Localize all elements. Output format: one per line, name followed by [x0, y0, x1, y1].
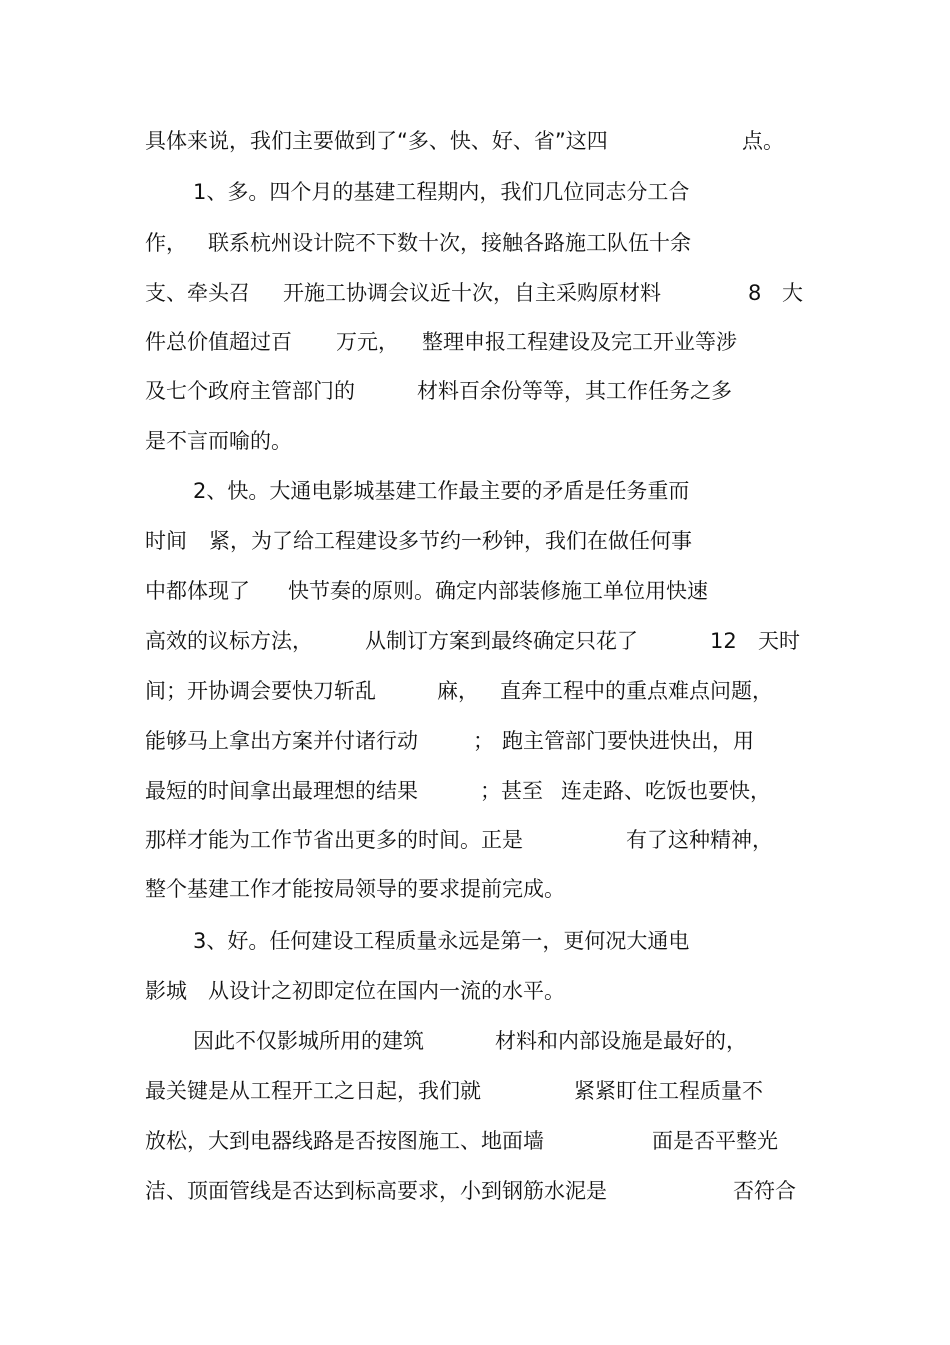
- text-line: [0, 872, 565, 906]
- text-segment: 件总价值超过百: [145, 330, 292, 354]
- text-segment: 那样才能为工作节省出更多的时间。正是: [145, 828, 523, 852]
- text-segment: 最短的时间拿出最理想的结果: [145, 779, 418, 803]
- text-segment: 点。: [742, 129, 784, 153]
- text-line: [0, 524, 692, 558]
- text-segment: 紧，为了给工程建设多节约一秒钟，我们在做任何事: [209, 529, 692, 553]
- text-line: [0, 1074, 763, 1108]
- text-segment: 天时: [758, 629, 800, 653]
- text-segment: 高效的议标方法，: [145, 629, 313, 653]
- text-segment: 洁、顶面管线是否达到标高要求，小到钢筋水泥是: [145, 1179, 607, 1203]
- text-segment: ；甚至: [480, 779, 543, 803]
- text-segment: 3、好。任何建设工程质量永远是第一，更何况大通电: [193, 929, 690, 953]
- text-line: [0, 1024, 747, 1058]
- text-segment: 麻，: [437, 679, 479, 703]
- text-segment: 因此不仅影城所用的建筑: [193, 1029, 424, 1053]
- text-line: [0, 424, 292, 458]
- text-line: [0, 124, 784, 158]
- text-line: [0, 724, 754, 758]
- text-segment: 面是否平整光: [652, 1129, 778, 1153]
- text-line: [0, 924, 690, 958]
- text-segment: 否符合: [733, 1179, 796, 1203]
- text-segment: 跑主管部门要快进快出，用: [502, 729, 754, 753]
- text-segment: 万元，: [336, 330, 399, 354]
- text-segment: 12: [710, 629, 737, 653]
- text-segment: 从设计之初即定位在国内一流的水平。: [208, 979, 565, 1003]
- text-segment: 8: [748, 281, 762, 305]
- text-line: [0, 374, 732, 408]
- text-segment: 支、牵头召: [145, 281, 250, 305]
- text-segment: 及七个政府主管部门的: [145, 379, 355, 403]
- text-segment: 间；开协调会要快刀斩乱: [145, 679, 376, 703]
- text-line: [0, 325, 737, 359]
- text-line: [0, 823, 773, 857]
- text-line: [0, 1124, 778, 1158]
- text-line: [0, 774, 771, 808]
- text-segment: 紧紧盯住工程质量不: [574, 1079, 763, 1103]
- text-segment: 能够马上拿出方案并付诸行动: [145, 729, 418, 753]
- text-line: [0, 974, 565, 1008]
- text-segment: 整理申报工程建设及完工开业等涉: [422, 330, 737, 354]
- text-line: [0, 175, 690, 209]
- text-segment: 材料和内部设施是最好的，: [495, 1029, 747, 1053]
- text-segment: 快节奏的原则。确定内部装修施工单位用快速: [288, 579, 708, 603]
- text-line: [0, 674, 773, 708]
- text-segment: 开施工协调会议近十次，自主采购原材料: [283, 281, 661, 305]
- text-segment: 影城: [145, 979, 187, 1003]
- text-line: [0, 276, 803, 310]
- text-line: [0, 1174, 796, 1208]
- text-segment: 2、快。大通电影城基建工作最主要的矛盾是任务重而: [193, 479, 690, 503]
- text-segment: 时间: [145, 529, 187, 553]
- text-segment: 直奔工程中的重点难点问题，: [500, 679, 773, 703]
- text-line: [0, 226, 691, 260]
- text-segment: 是不言而喻的。: [145, 429, 292, 453]
- text-segment: 材料百余份等等，其工作任务之多: [417, 379, 732, 403]
- text-segment: 中都体现了: [145, 579, 250, 603]
- text-segment: 最关键是从工程开工之日起，我们就: [145, 1079, 481, 1103]
- text-line: [0, 574, 708, 608]
- text-line: [0, 624, 800, 658]
- text-segment: 1、多。四个月的基建工程期内，我们几位同志分工合: [193, 180, 690, 204]
- text-segment: 作，: [145, 231, 187, 255]
- text-segment: 放松，大到电器线路是否按图施工、地面墙: [145, 1129, 544, 1153]
- text-segment: 连走路、吃饭也要快，: [561, 779, 771, 803]
- text-segment: ；: [473, 729, 494, 753]
- text-segment: 联系杭州设计院不下数十次，接触各路施工队伍十余: [208, 231, 691, 255]
- text-segment: 从制订方案到最终确定只花了: [365, 629, 638, 653]
- text-line: [0, 474, 690, 508]
- text-segment: 有了这种精神，: [626, 828, 773, 852]
- text-segment: 大: [782, 281, 803, 305]
- text-segment: 整个基建工作才能按局领导的要求提前完成。: [145, 877, 565, 901]
- text-segment: 具体来说，我们主要做到了“多、快、好、省”这四: [145, 129, 608, 153]
